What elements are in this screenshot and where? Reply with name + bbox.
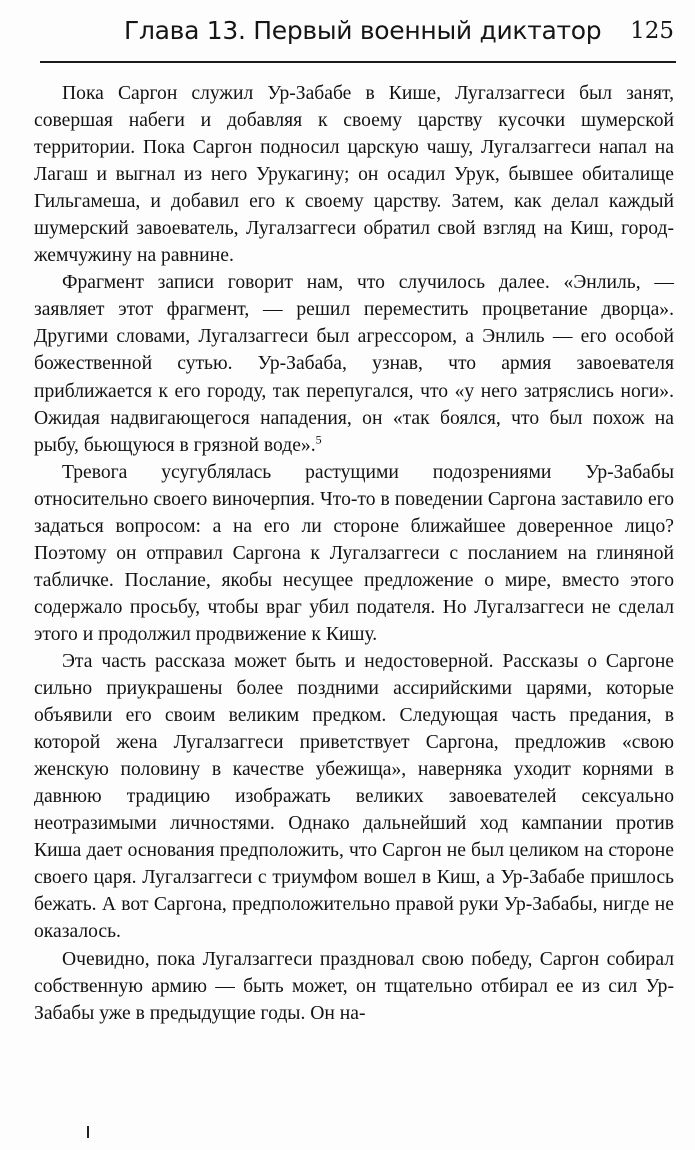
paragraph-4-text: Эта часть рассказа может быть и недостоверной. Рассказы о Саргоне сильно приукрашены более поздними ассирийскими царями, которые объявили его своим великим предком. Следующая часть предания, в которой жена Лугалзаггеси приветствует Саргона, предложив «свою женскую половину в качестве убежища», наверняка уходит корнями в давнюю традицию изображать великих завоевателей сексуально неотразимыми личностями. Однако дальнейший ход кампании против Киша дает основания предположить, что Саргон не был целиком на стороне своего царя. Лугалзаггеси с триумфом вошел в Киш, а Ур-Забабе пришлось бежать. А вот Саргона, предположительно правой руки Ур-Забабы, нигде не оказалось.: [34, 650, 674, 943]
page-number: 125: [630, 18, 674, 44]
paragraph-2: [34, 269, 674, 458]
running-header: [40, 16, 676, 56]
chapter-title: Глава 13. Первый военный диктатор: [124, 16, 602, 45]
scan-speck: [87, 1126, 89, 1138]
paragraph-4: [34, 648, 674, 946]
paragraph-1-text: Пока Саргон служил Ур-Забабе в Кише, Лугалзаггеси был занят, совершая набеги и добавляя к своему царству кусочки шумерской территории. Пока Саргон подносил царскую чашу, Лугалзаггеси напал на Лагаш и выгнал из него Урукагину; он осадил Урук, бывшее обиталище Гильгамеша, и добавил его к своему царству. Затем, как делал каждый шумерский завоеватель, Лугалзаггеси обратил свой взгляд на Киш, город-жемчужину на равнине.: [34, 83, 674, 267]
paragraph-3-text: Тревога усугублялась растущими подозрениями Ур-Забабы относительно своего виночерпия. Что-то в поведении Саргона заставило его задаться вопросом: а на его ли стороне ближайшее доверенное лицо? Поэтому он отправил Саргона к Лугалзаггеси с посланием на глиняной табличке. Послание, якобы несущее предложение о мире, вместо этого содержало просьбу, чтобы враг убил подателя. Но Лугалзаггеси не сделал этого и продолжил продвижение к Кишу.: [34, 461, 674, 645]
paragraph-2-text: Фрагмент записи говорит нам, что случилось далее. «Энлиль, — заявляет этот фрагмент, — решил переместить процветание дворца». Другими словами, Лугалзаггеси был агрессором, а Энлиль — его особой божественной сутью. Ур-Забаба, узнав, что армия завоевателя приближается к его городу, так перепугался, что «у него затряслись ноги». Ожидая надвигающегося нападения, он «так боялся, что был похож на рыбу, бьющуюся в грязной воде».: [34, 272, 674, 456]
paragraph-5-text: Очевидно, пока Лугалзаггеси праздновал свою победу, Саргон собирал собственную армию — быть может, он тщательно отбирал ее из сил Ур-Забабы уже в предыдущие годы. Он на-: [34, 948, 674, 1024]
paragraph-1: [34, 80, 674, 269]
paragraph-5: [34, 946, 674, 1027]
header-rule: [40, 61, 676, 63]
paragraph-3: [34, 459, 674, 648]
footnote-marker[interactable]: 5: [315, 432, 322, 447]
body-text: [34, 80, 674, 1027]
